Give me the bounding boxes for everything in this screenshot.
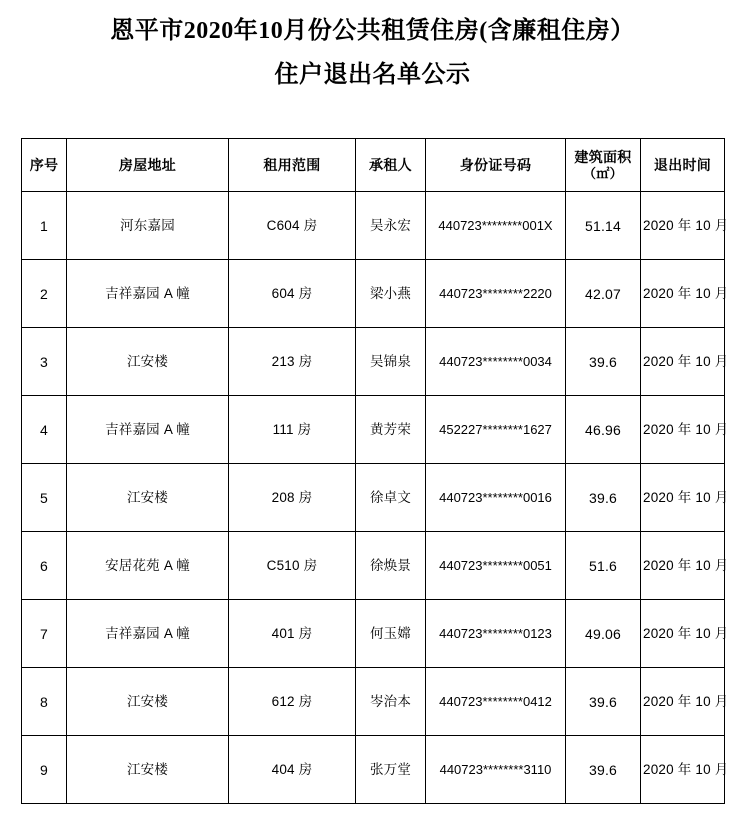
cell-area: 51.6	[566, 532, 641, 600]
cell-area: 42.07	[566, 260, 641, 328]
table-row	[22, 328, 725, 396]
cell-tenant: 徐焕景	[356, 532, 426, 600]
cell-index: 9	[22, 736, 67, 804]
cell-index: 8	[22, 668, 67, 736]
cell-id-number: 440723********0123	[426, 600, 566, 668]
column-header-exit-date: 退出时间	[641, 139, 725, 192]
cell-index: 6	[22, 532, 67, 600]
cell-id-number: 440723********0034	[426, 328, 566, 396]
cell-area: 39.6	[566, 668, 641, 736]
cell-address: 江安楼	[67, 464, 229, 532]
cell-scope: C604 房	[229, 192, 356, 260]
cell-id-number: 440723********001X	[426, 192, 566, 260]
cell-address: 安居花苑 A 幢	[67, 532, 229, 600]
cell-address: 吉祥嘉园 A 幢	[67, 600, 229, 668]
cell-address: 江安楼	[67, 328, 229, 396]
cell-exit-date: 2020 年 10 月	[641, 532, 725, 600]
cell-tenant: 张万堂	[356, 736, 426, 804]
cell-scope: 604 房	[229, 260, 356, 328]
table-row	[22, 396, 725, 464]
column-header-index: 序号	[22, 139, 67, 192]
cell-id-number: 452227********1627	[426, 396, 566, 464]
cell-index: 1	[22, 192, 67, 260]
column-header-tenant: 承租人	[356, 139, 426, 192]
page-title-line-2: 住户退出名单公示	[274, 62, 471, 88]
cell-area: 39.6	[566, 736, 641, 804]
cell-tenant: 吴锦泉	[356, 328, 426, 396]
cell-index: 4	[22, 396, 67, 464]
table-header	[22, 139, 725, 192]
table-row	[22, 600, 725, 668]
cell-index: 2	[22, 260, 67, 328]
cell-index: 5	[22, 464, 67, 532]
cell-area: 51.14	[566, 192, 641, 260]
cell-id-number: 440723********0412	[426, 668, 566, 736]
cell-tenant: 岑治本	[356, 668, 426, 736]
column-header-area-label: 建筑面积	[574, 148, 632, 165]
table-row	[22, 260, 725, 328]
cell-scope: 401 房	[229, 600, 356, 668]
column-header-area-unit: （㎡）	[583, 165, 623, 181]
cell-scope: 404 房	[229, 736, 356, 804]
cell-exit-date: 2020 年 10 月	[641, 464, 725, 532]
cell-address: 吉祥嘉园 A 幢	[67, 396, 229, 464]
table-header-row	[22, 139, 725, 192]
cell-id-number: 440723********2220	[426, 260, 566, 328]
cell-exit-date: 2020 年 10 月	[641, 260, 725, 328]
cell-tenant: 黄芳荣	[356, 396, 426, 464]
column-header-scope: 租用范围	[229, 139, 356, 192]
cell-id-number: 440723********0051	[426, 532, 566, 600]
table-row	[22, 532, 725, 600]
cell-area: 39.6	[566, 464, 641, 532]
cell-index: 3	[22, 328, 67, 396]
document-title-block	[0, 0, 745, 96]
cell-index: 7	[22, 600, 67, 668]
cell-scope: C510 房	[229, 532, 356, 600]
page-title-line-1: 恩平市2020年10月份公共租赁住房(含廉租住房）	[110, 18, 635, 44]
cell-scope: 213 房	[229, 328, 356, 396]
table-body	[22, 192, 729, 804]
cell-exit-date: 2020 年 10 月	[641, 668, 725, 736]
column-header-address: 房屋地址	[67, 139, 229, 192]
cell-tenant: 梁小燕	[356, 260, 426, 328]
cell-exit-date: 2020 年 10 月	[641, 600, 725, 668]
cell-exit-date: 2020 年 10 月	[641, 396, 725, 464]
cell-tenant: 徐卓文	[356, 464, 426, 532]
table-row	[22, 668, 725, 736]
cell-area: 39.6	[566, 328, 641, 396]
table-row	[22, 736, 725, 804]
cell-tenant: 何玉嫦	[356, 600, 426, 668]
cell-id-number: 440723********0016	[426, 464, 566, 532]
cell-scope: 612 房	[229, 668, 356, 736]
column-header-area	[566, 139, 641, 192]
cell-address: 河东嘉园	[67, 192, 229, 260]
cell-scope: 111 房	[229, 396, 356, 464]
cell-scope: 208 房	[229, 464, 356, 532]
cell-tenant: 吴永宏	[356, 192, 426, 260]
cell-exit-date: 2020 年 10 月	[641, 736, 725, 804]
cell-exit-date: 2020 年 10 月	[641, 192, 725, 260]
cell-address: 江安楼	[67, 736, 229, 804]
cell-area: 46.96	[566, 396, 641, 464]
cell-area: 49.06	[566, 600, 641, 668]
column-header-id-number: 身份证号码	[426, 139, 566, 192]
cell-address: 吉祥嘉园 A 幢	[67, 260, 229, 328]
table-row	[22, 464, 725, 532]
cell-exit-date: 2020 年 10 月	[641, 328, 725, 396]
cell-id-number: 440723********3110	[426, 736, 566, 804]
cell-address: 江安楼	[67, 668, 229, 736]
table-row	[22, 192, 725, 260]
tenant-exit-table	[21, 138, 729, 804]
table-container	[0, 138, 745, 804]
